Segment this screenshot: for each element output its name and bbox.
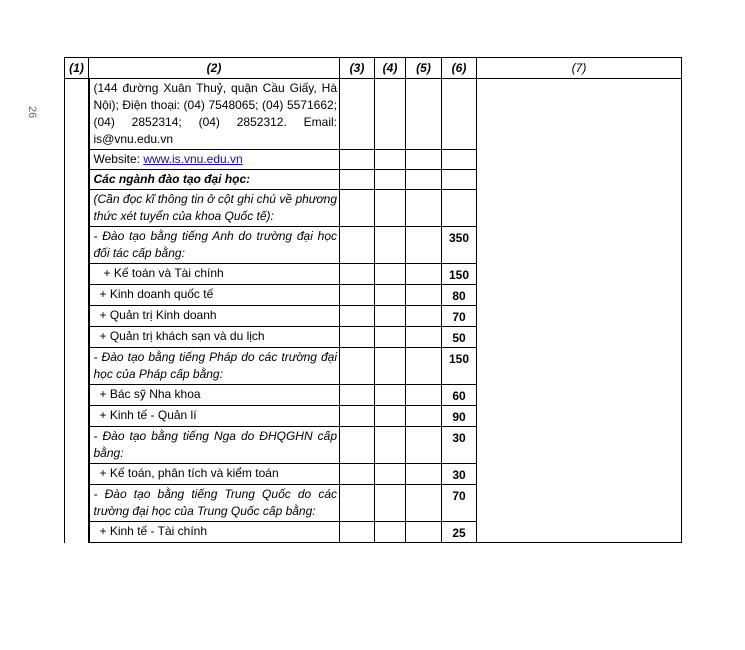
cell-col-4	[375, 79, 406, 150]
cell-col-3	[340, 348, 375, 385]
cell-col-1	[65, 264, 89, 285]
quota-value: 90	[452, 410, 466, 424]
cell-notes	[477, 150, 682, 170]
cell-col-1	[65, 485, 89, 522]
quota-value: 350	[448, 231, 470, 245]
cell-col-5	[406, 522, 442, 543]
cell-quota	[442, 170, 477, 190]
cell-col-4	[375, 285, 406, 306]
program-text: + Quản trị khách sạn và du lịch	[99, 329, 265, 343]
quota-value: 70	[452, 310, 466, 324]
table-row	[65, 522, 682, 543]
cell-col-1	[65, 79, 89, 150]
cell-notes	[477, 285, 682, 306]
cell-program	[89, 79, 340, 150]
cell-col-1	[65, 427, 89, 464]
quota-value: 50	[452, 331, 466, 345]
cell-notes	[477, 464, 682, 485]
cell-col-1	[65, 150, 89, 170]
cell-col-5	[406, 348, 442, 385]
cell-col-4	[375, 170, 406, 190]
cell-col-4	[375, 427, 406, 464]
cell-col-5	[406, 464, 442, 485]
cell-col-4	[375, 385, 406, 406]
table-row	[65, 485, 682, 522]
cell-notes	[477, 348, 682, 385]
program-text: - Đào tạo bằng tiếng Pháp do các trường đại học của Pháp cấp bằng:	[93, 350, 337, 381]
cell-notes	[477, 227, 682, 264]
cell-col-1	[65, 190, 89, 227]
header-col-4: (4)	[375, 58, 406, 79]
cell-col-5	[406, 385, 442, 406]
cell-col-3	[340, 79, 375, 150]
program-text: (Cần đọc kĩ thông tin ở cột ghi chú về phương thức xét tuyển của khoa Quốc tế):	[93, 192, 337, 223]
cell-col-4	[375, 522, 406, 543]
website-link[interactable]: www.is.vnu.edu.vn	[143, 152, 243, 166]
cell-col-3	[340, 427, 375, 464]
cell-program	[89, 327, 340, 348]
cell-notes	[477, 485, 682, 522]
cell-quota	[442, 406, 477, 427]
cell-col-4	[375, 348, 406, 385]
cell-col-5	[406, 327, 442, 348]
cell-col-3	[340, 285, 375, 306]
header-col-5: (5)	[406, 58, 442, 79]
cell-quota	[442, 385, 477, 406]
cell-col-1	[65, 406, 89, 427]
admissions-table	[64, 57, 682, 543]
cell-col-1	[65, 348, 89, 385]
header-row	[65, 58, 682, 79]
cell-col-3	[340, 190, 375, 227]
cell-program	[89, 227, 340, 264]
cell-quota	[442, 264, 477, 285]
cell-program	[89, 427, 340, 464]
cell-col-5	[406, 227, 442, 264]
header-col-6: (6)	[442, 58, 477, 79]
program-text: + Kinh tế - Quản lí	[99, 408, 197, 422]
cell-col-3	[340, 485, 375, 522]
cell-program	[89, 190, 340, 227]
cell-quota	[442, 485, 477, 522]
table-body	[65, 79, 682, 543]
cell-col-3	[340, 464, 375, 485]
cell-program	[89, 285, 340, 306]
quota-value: 30	[452, 468, 466, 482]
cell-quota	[442, 79, 477, 150]
cell-col-4	[375, 264, 406, 285]
cell-col-1	[65, 306, 89, 327]
table-row	[65, 327, 682, 348]
cell-col-1	[65, 464, 89, 485]
program-text: + Kinh tế - Tài chính	[99, 524, 208, 538]
header-col-3: (3)	[340, 58, 375, 79]
quota-value: 25	[452, 526, 466, 540]
cell-program	[89, 385, 340, 406]
cell-quota	[442, 327, 477, 348]
cell-col-5	[406, 285, 442, 306]
cell-col-1	[65, 522, 89, 543]
cell-col-4	[375, 406, 406, 427]
cell-col-5	[406, 79, 442, 150]
program-text: - Đào tạo bằng tiếng Nga do ĐHQGHN cấp bằng:	[93, 429, 337, 460]
cell-col-4	[375, 464, 406, 485]
cell-program	[89, 264, 340, 285]
quota-value: 30	[452, 431, 466, 445]
cell-col-3	[340, 227, 375, 264]
program-text: Website:	[93, 152, 144, 166]
quota-value: 80	[452, 289, 466, 303]
cell-program	[89, 485, 340, 522]
cell-col-3	[340, 385, 375, 406]
cell-col-4	[375, 150, 406, 170]
cell-col-5	[406, 264, 442, 285]
table-row	[65, 190, 682, 227]
cell-col-3	[340, 327, 375, 348]
cell-col-4	[375, 327, 406, 348]
cell-program	[89, 306, 340, 327]
header-col-1: (1)	[65, 58, 89, 79]
cell-notes	[477, 327, 682, 348]
table-row	[65, 385, 682, 406]
cell-quota	[442, 190, 477, 227]
cell-program	[89, 464, 340, 485]
table-row	[65, 285, 682, 306]
table-row	[65, 427, 682, 464]
cell-program	[89, 150, 340, 170]
cell-col-4	[375, 227, 406, 264]
header-col-7: (7)	[477, 58, 682, 79]
program-text: + Bác sỹ Nha khoa	[99, 387, 201, 401]
program-text: Các ngành đào tạo đại học:	[93, 172, 251, 186]
cell-notes	[477, 427, 682, 464]
cell-col-5	[406, 170, 442, 190]
cell-col-5	[406, 427, 442, 464]
program-text: - Đào tạo bằng tiếng Anh do trường đại học đối tác cấp bằng:	[93, 229, 337, 260]
table-row	[65, 406, 682, 427]
cell-col-3	[340, 306, 375, 327]
program-text: + Kế toán và Tài chính	[103, 266, 224, 280]
cell-col-4	[375, 306, 406, 327]
cell-program	[89, 522, 340, 543]
cell-col-1	[65, 170, 89, 190]
table-row	[65, 264, 682, 285]
cell-quota	[442, 427, 477, 464]
program-text: (144 đường Xuân Thuỷ, quận Cầu Giấy, Hà Nội); Điện thoại: (04) 7548065; (04) 5571662; (04) 2852314; (04) 2852312. Email: is@vnu.edu.vn	[93, 81, 337, 146]
table-row	[65, 79, 682, 150]
program-text: + Kinh doanh quốc tế	[99, 287, 214, 301]
cell-col-5	[406, 406, 442, 427]
cell-col-3	[340, 150, 375, 170]
cell-quota	[442, 285, 477, 306]
cell-col-3	[340, 170, 375, 190]
cell-quota	[442, 227, 477, 264]
quota-value: 150	[448, 352, 470, 366]
cell-notes	[477, 385, 682, 406]
cell-col-5	[406, 485, 442, 522]
cell-col-3	[340, 406, 375, 427]
cell-notes	[477, 170, 682, 190]
cell-program	[89, 170, 340, 190]
page-number: 26	[26, 106, 38, 119]
cell-col-1	[65, 327, 89, 348]
cell-col-4	[375, 190, 406, 227]
table-row	[65, 306, 682, 327]
cell-col-4	[375, 485, 406, 522]
cell-program	[89, 406, 340, 427]
table-row	[65, 227, 682, 264]
program-text: + Kế toán, phân tích và kiểm toán	[99, 466, 279, 480]
table-row	[65, 348, 682, 385]
cell-col-1	[65, 285, 89, 306]
program-text: - Đào tạo bằng tiếng Trung Quốc do các trường đại học của Trung Quốc cấp bằng:	[93, 487, 337, 518]
program-text: + Quản trị Kinh doanh	[99, 308, 217, 322]
cell-notes	[477, 306, 682, 327]
cell-col-5	[406, 150, 442, 170]
cell-quota	[442, 150, 477, 170]
cell-col-5	[406, 306, 442, 327]
table-row	[65, 150, 682, 170]
quota-value: 60	[452, 389, 466, 403]
cell-notes	[477, 406, 682, 427]
cell-notes	[477, 264, 682, 285]
cell-notes	[477, 79, 682, 150]
cell-quota	[442, 464, 477, 485]
table-row	[65, 464, 682, 485]
cell-col-5	[406, 190, 442, 227]
cell-program	[89, 348, 340, 385]
cell-col-3	[340, 264, 375, 285]
cell-col-1	[65, 227, 89, 264]
cell-col-1	[65, 385, 89, 406]
quota-value: 70	[452, 489, 466, 503]
cell-notes	[477, 522, 682, 543]
header-col-2: (2)	[89, 58, 340, 79]
table-row	[65, 170, 682, 190]
cell-quota	[442, 522, 477, 543]
quota-value: 150	[448, 268, 470, 282]
cell-quota	[442, 306, 477, 327]
cell-col-3	[340, 522, 375, 543]
cell-quota	[442, 348, 477, 385]
cell-notes	[477, 190, 682, 227]
